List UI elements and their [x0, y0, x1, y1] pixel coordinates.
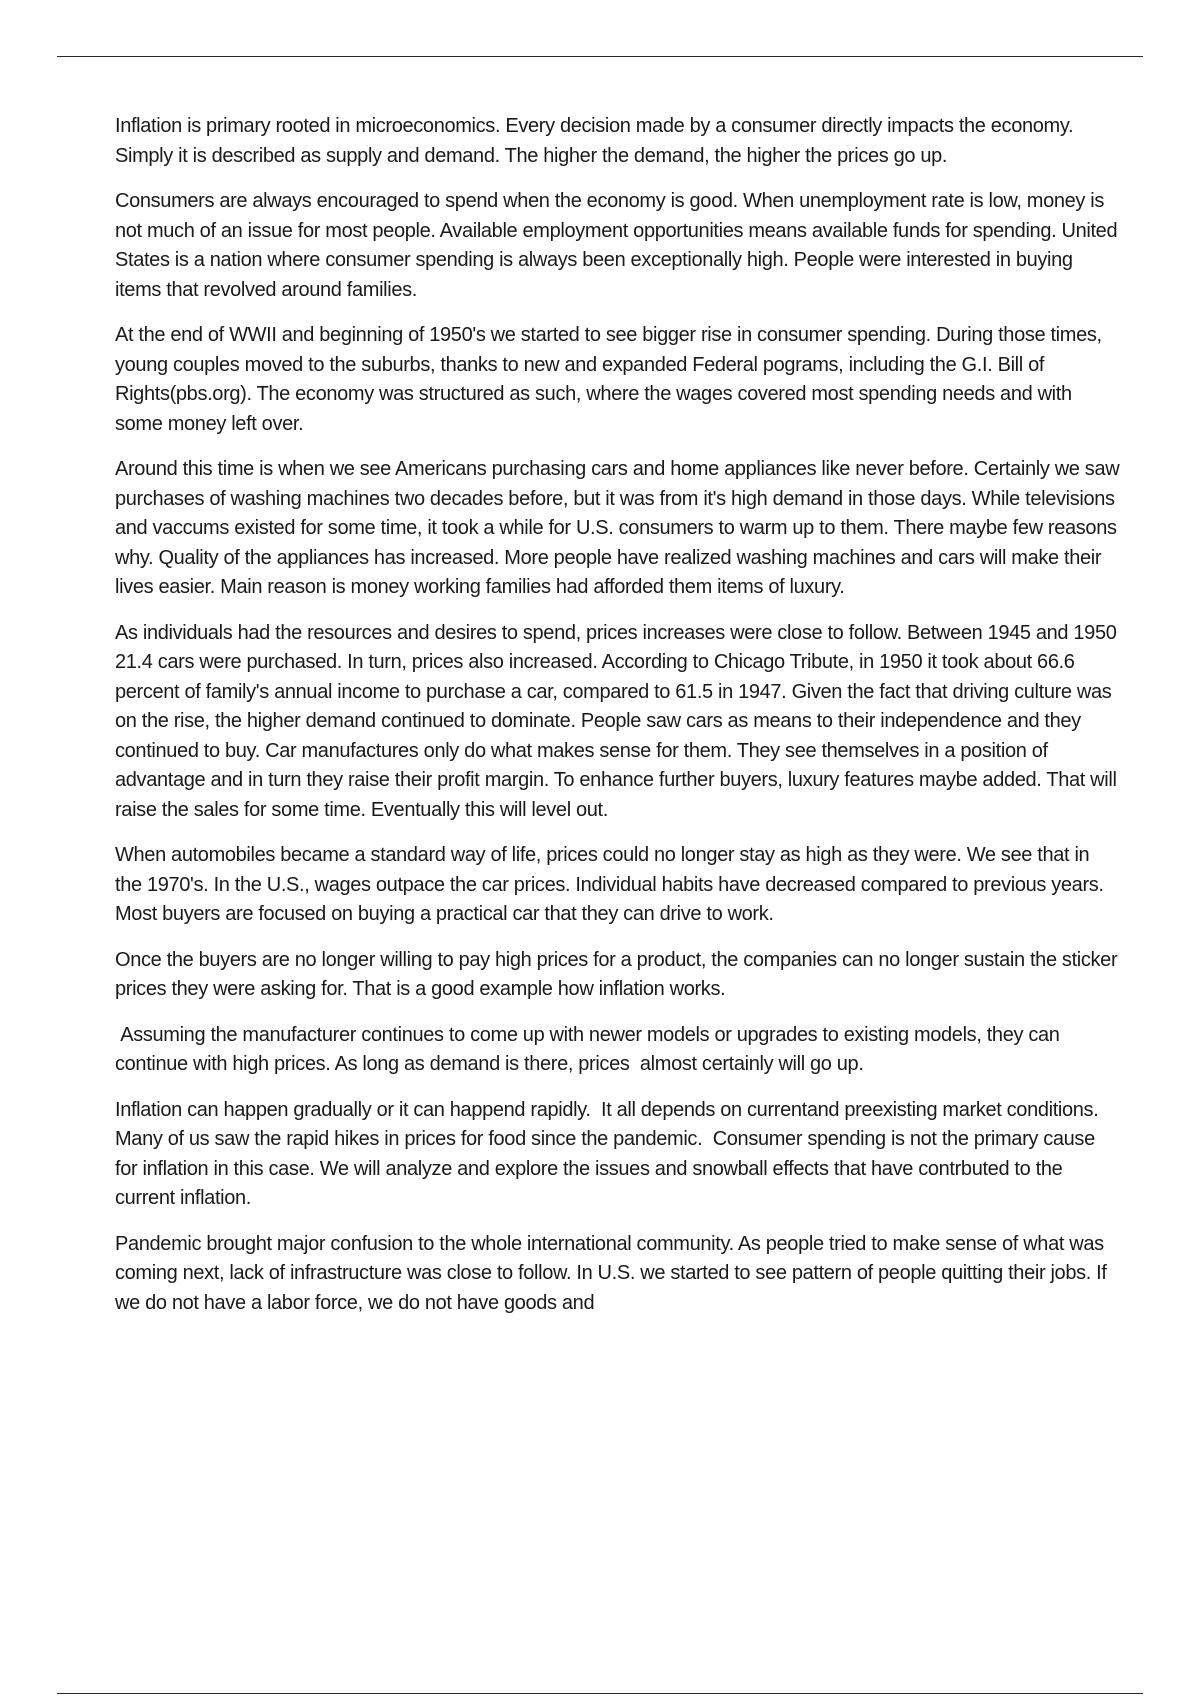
paragraph: When automobiles became a standard way of life, prices could no longer stay as high as they were. We see that in the 1970's. In the U.S., wages outpace the car prices. Individual habits have decreased compared to previous years. Most buyers are focused on buying a practical car that they can drive to work. — [115, 844, 1109, 925]
paragraph: Around this time is when we see Americans purchasing cars and home appliances like never before. Certainly we saw purchases of washing machines two decades before, but it was from it's high demand in those days. While televisions and vaccums existed for some time, it took a while for U.S. consumers to warm up to them. There maybe few reasons why. Quality of the appliances has increased. More people have realized washing machines and cars will make their lives easier. Main reason is money working families had afforded them items of luxury. — [115, 458, 1125, 598]
paragraph: At the end of WWII and beginning of 1950's we started to see bigger rise in consumer spending. During those times, young couples moved to the suburbs, thanks to new and expanded Federal pograms, including the G.I. Bill of Rights(pbs.org). The economy was structured as such, where the wages covered most spending needs and with some money left over. — [115, 324, 1107, 435]
paragraph: Assuming the manufacturer continues to come up with newer models or upgrades to existing models, they can continue with high prices. As long as demand is there, prices almost certainly will go up. — [115, 1023, 1065, 1075]
paragraph: Inflation can happen gradually or it can happend rapidly. It all depends on currentand preexisting market conditions. Many of us saw the rapid hikes in prices for food since the pandemic. Consumer spending is not the primary cause for inflation in this case. We will analyze and explore the issues and snowball effects that have contrbuted to the current inflation. — [115, 1098, 1104, 1209]
paragraph: Consumers are always encouraged to spend when the economy is good. When unemployment rate is low, money is not much of an issue for most people. Available employment opportunities means available funds for spending. United States is a nation where consumer spending is always been exceptionally high. People were interested in buying items that revolved around families. — [115, 190, 1123, 301]
header-divider — [57, 56, 1143, 57]
paragraph: Pandemic brought major confusion to the whole international community. As people tried to make sense of what was coming next, lack of infrastructure was close to follow. In U.S. we started to see pattern of people quitting their jobs. If we do not have a labor force, we do not have goods and — [115, 1232, 1112, 1314]
document-body — [115, 112, 1125, 1334]
footer-divider — [57, 1693, 1143, 1694]
paragraph: Inflation is primary rooted in microeconomics. Every decision made by a consumer directly impacts the economy. Simply it is described as supply and demand. The higher the demand, the higher the prices go up. — [115, 115, 1079, 167]
paragraph: As individuals had the resources and desires to spend, prices increases were close to follow. Between 1945 and 1950 21.4 cars were purchased. In turn, prices also increased. According to Chicago Tribute, in 1950 it took about 66.6 percent of family's annual income to purchase a car, compared to 61.5 in 1947. Given the fact that driving culture was on the rise, the higher demand continued to dominate. People saw cars as means to their independence and they continued to buy. Car manufactures only do what makes sense for them. They see themselves in a position of advantage and in turn they raise their profit margin. To enhance further buyers, luxury features maybe added. That will raise the sales for some time. Eventually this will level out. — [115, 621, 1122, 821]
paragraph: Once the buyers are no longer willing to pay high prices for a product, the companies can no longer sustain the sticker prices they were asking for. That is a good example how inflation works. — [115, 948, 1123, 1000]
